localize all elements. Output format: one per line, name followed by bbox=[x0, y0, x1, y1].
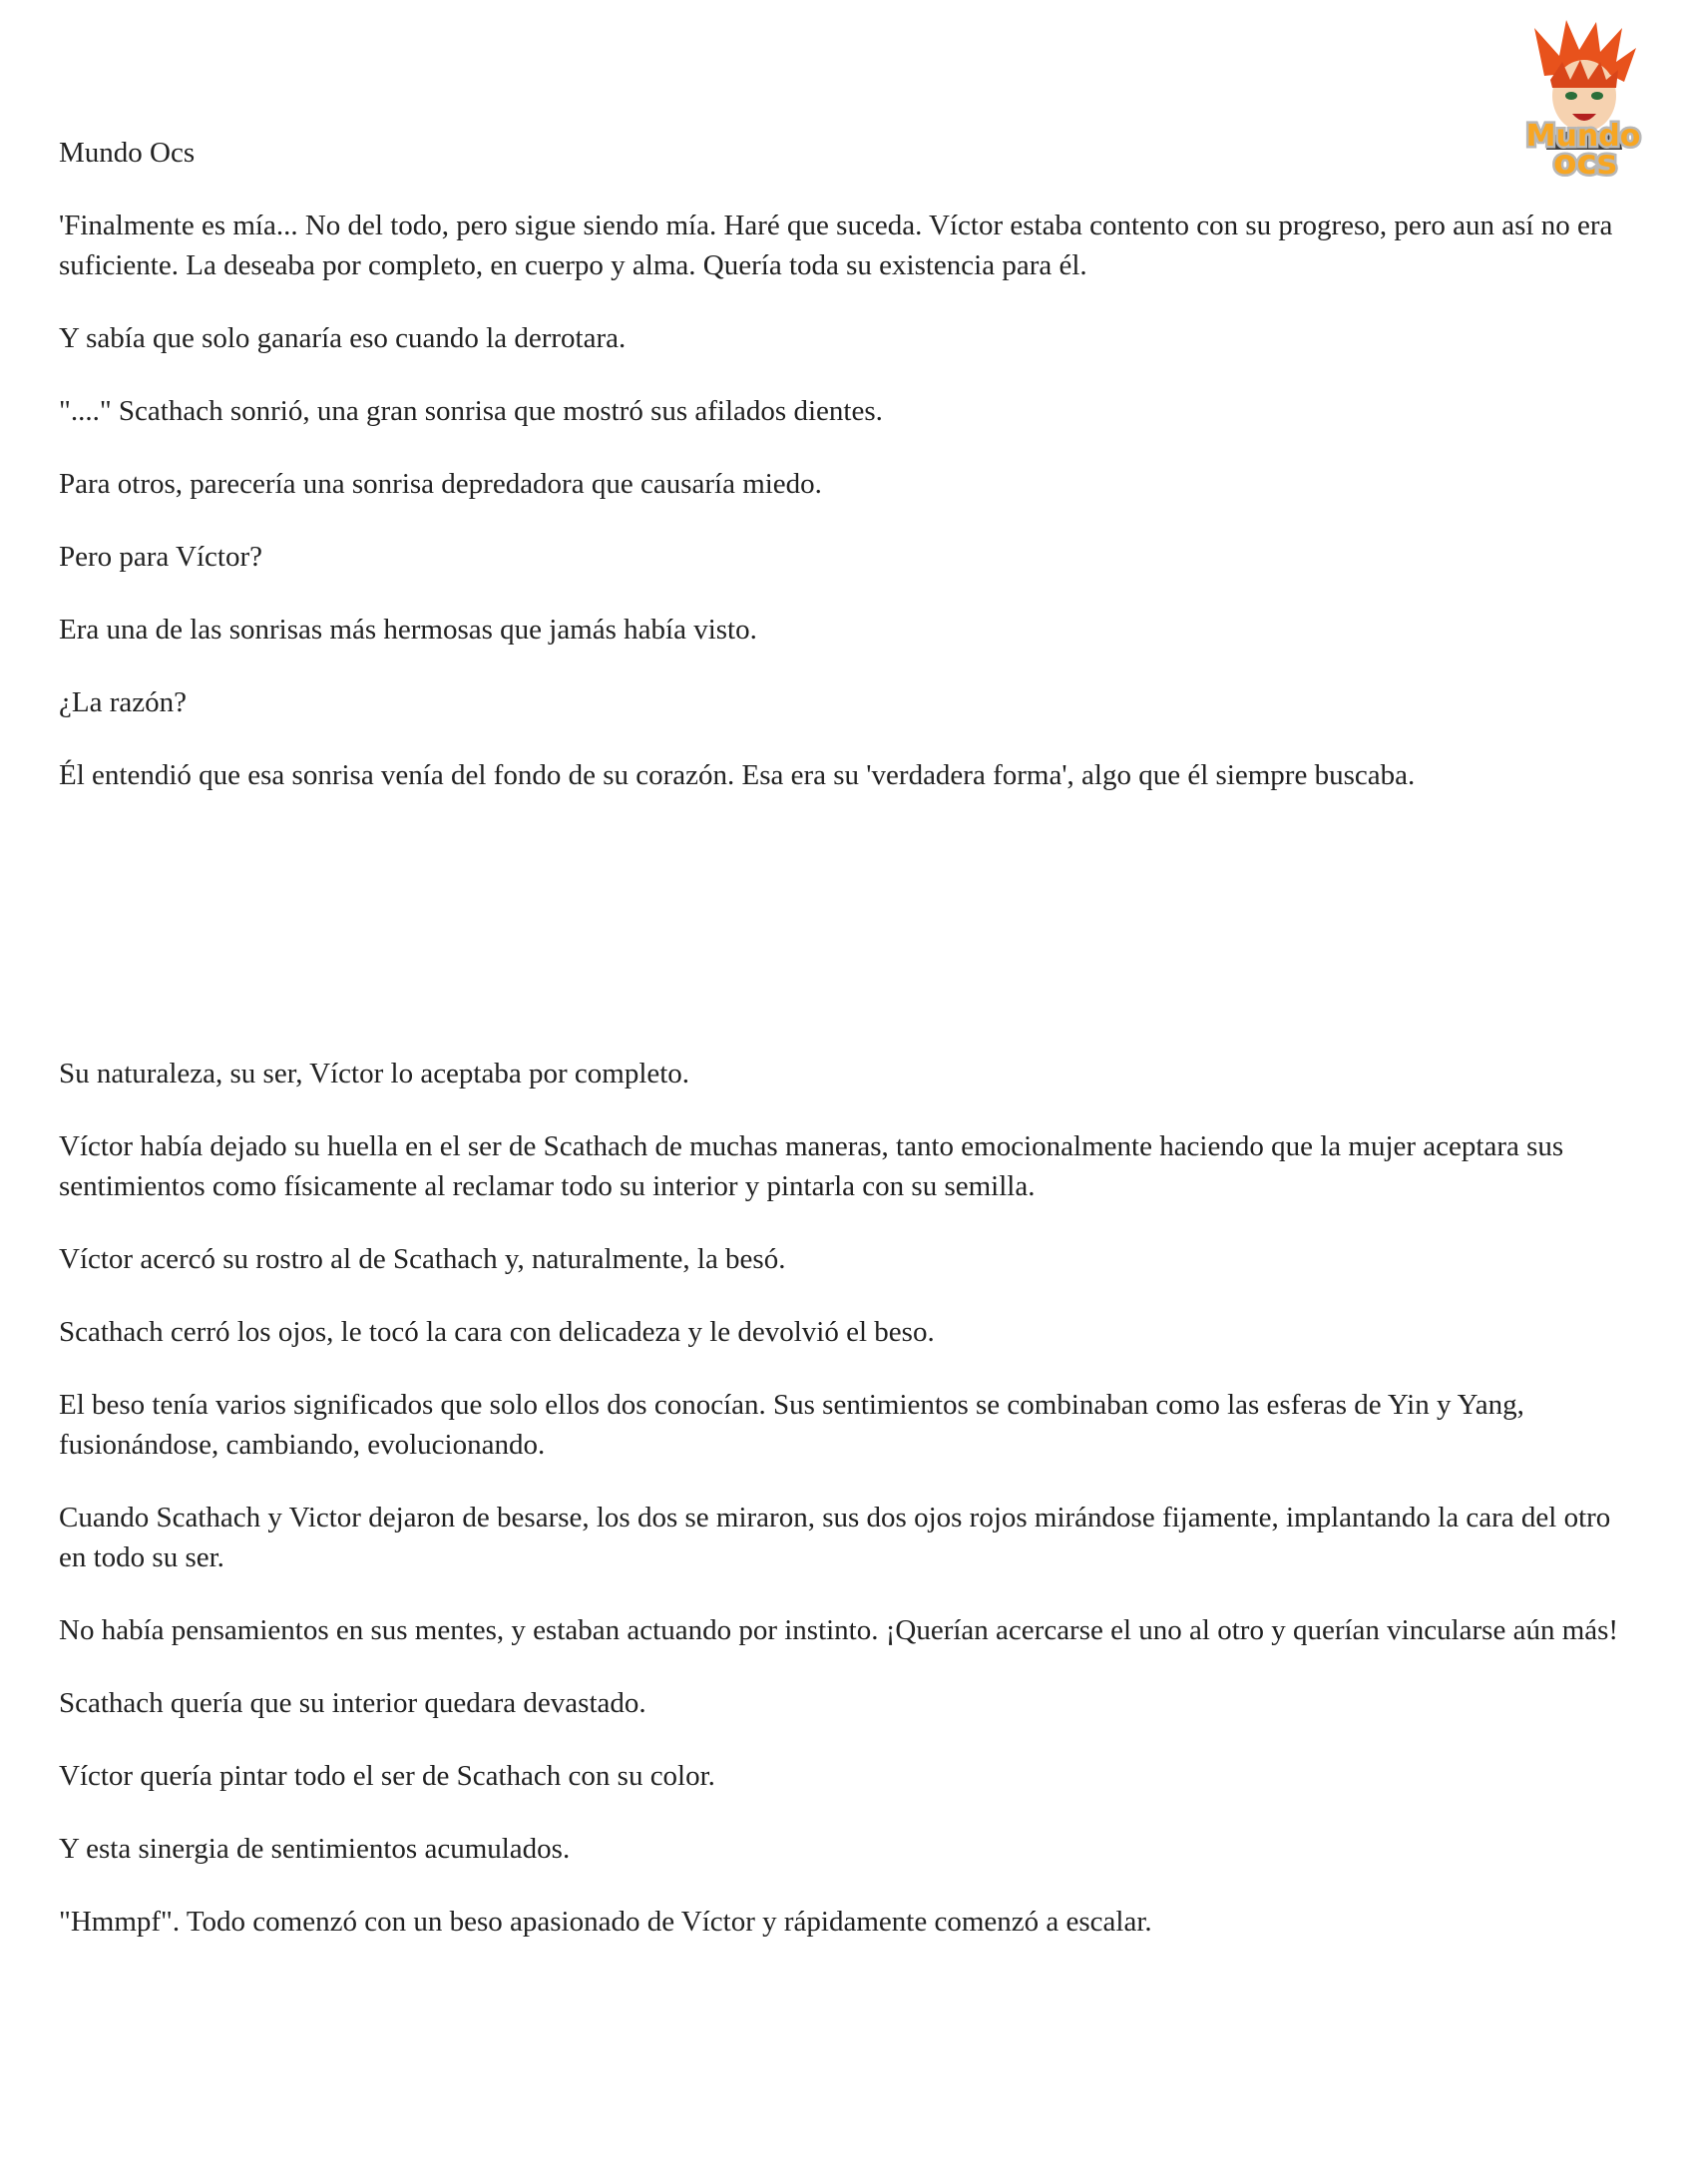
paragraph: Víctor acercó su rostro al de Scathach y, naturalmente, la besó. bbox=[59, 1243, 786, 1275]
paragraph: Pero para Víctor? bbox=[59, 541, 262, 573]
logo-eye-left bbox=[1565, 92, 1577, 100]
paragraph: Para otros, parecería una sonrisa depredadora que causaría miedo. bbox=[59, 468, 822, 500]
paragraph: Cuando Scathach y Victor dejaron de besarse, los dos se miraron, sus dos ojos rojos mirándose fijamente, implantando la cara del otro en todo su ser. bbox=[59, 1502, 1611, 1573]
paragraph: Era una de las sonrisas más hermosas que jamás había visto. bbox=[59, 614, 757, 646]
paragraph: Víctor había dejado su huella en el ser de Scathach de muchas maneras, tanto emocionalmente haciendo que la mujer aceptara sus sentimientos como físicamente al reclamar todo su interior y pintarla con su semilla. bbox=[59, 1130, 1564, 1202]
paragraph: 'Finalmente es mía... No del todo, pero sigue siendo mía. Haré que suceda. Víctor estaba contento con su progreso, pero aun así no era suficiente. La deseaba por completo, en cuerpo y alma. Quería toda su existencia para él. bbox=[59, 210, 1613, 281]
text-block-bottom bbox=[59, 1054, 1635, 1974]
paragraph: Su naturaleza, su ser, Víctor lo aceptaba por completo. bbox=[59, 1058, 690, 1090]
paragraph: Y sabía que solo ganaría eso cuando la derrotara. bbox=[59, 322, 627, 354]
paragraph: "...." Scathach sonrió, una gran sonrisa que mostró sus afilados dientes. bbox=[59, 395, 883, 427]
paragraph: No había pensamientos en sus mentes, y estaban actuando por instinto. ¡Querían acercarse el uno al otro y querían vincularse aún más! bbox=[59, 1614, 1619, 1646]
logo-text-ocs: ocs bbox=[1553, 143, 1617, 180]
page-header: Mundo Ocs bbox=[59, 137, 196, 169]
paragraph: "Hmmpf". Todo comenzó con un beso apasionado de Víctor y rápidamente comenzó a escalar. bbox=[59, 1906, 1152, 1938]
paragraph: ¿La razón? bbox=[59, 686, 187, 718]
paragraph: El beso tenía varios significados que solo ellos dos conocían. Sus sentimientos se combinaban como las esferas de Yin y Yang, fusionándose, cambiando, evolucionando. bbox=[59, 1389, 1524, 1461]
logo-graphic bbox=[1504, 18, 1662, 180]
logo-text-mundo: Mundo bbox=[1525, 119, 1641, 154]
text-block-top bbox=[59, 206, 1635, 828]
paragraph: Scathach cerró los ojos, le tocó la cara con delicadeza y le devolvió el beso. bbox=[59, 1316, 935, 1348]
logo-eye-right bbox=[1591, 92, 1603, 100]
paragraph: Víctor quería pintar todo el ser de Scathach con su color. bbox=[59, 1760, 715, 1792]
paragraph: Él entendió que esa sonrisa venía del fondo de su corazón. Esa era su 'verdadera forma', algo que él siempre buscaba. bbox=[59, 759, 1416, 791]
paragraph: Y esta sinergia de sentimientos acumulados. bbox=[59, 1833, 571, 1865]
mundo-ocs-logo bbox=[1504, 18, 1662, 180]
paragraph: Scathach quería que su interior quedara devastado. bbox=[59, 1687, 646, 1719]
